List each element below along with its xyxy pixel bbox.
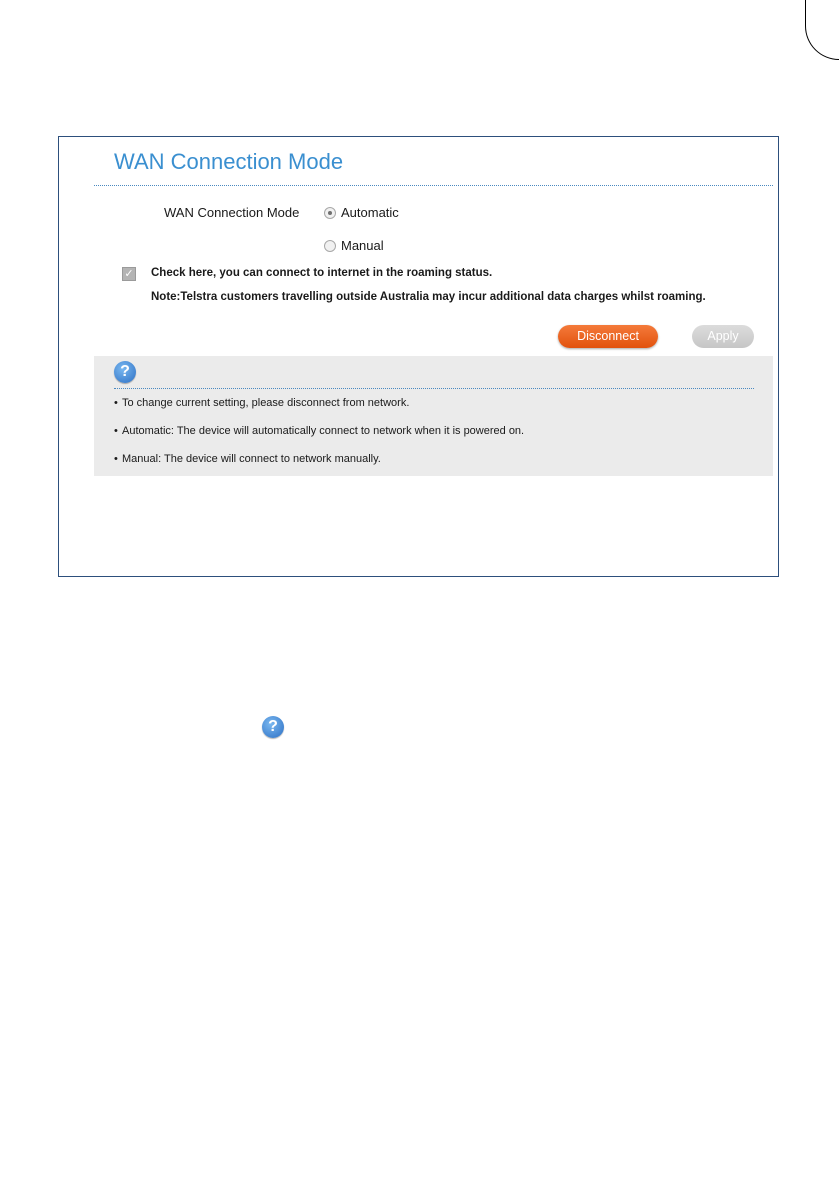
roaming-checkbox[interactable]: ✓ [122, 267, 136, 281]
radio-automatic-icon[interactable] [324, 207, 336, 219]
radio-manual-label: Manual [341, 238, 384, 253]
radio-option-manual[interactable] [324, 238, 384, 253]
question-icon: ? [262, 716, 284, 738]
roaming-label: Check here, you can connect to internet in the roaming status. [151, 267, 493, 279]
bullet-icon: • [114, 453, 118, 465]
apply-button[interactable]: Apply [692, 325, 754, 348]
help-item: • Automatic: The device will automatically connect to network when it is powered on. [114, 425, 525, 437]
radio-option-automatic[interactable] [324, 205, 399, 220]
help-item: • Manual: The device will connect to network manually. [114, 453, 381, 465]
help-item: • To change current setting, please disconnect from network. [114, 397, 410, 409]
radio-manual-icon[interactable] [324, 240, 336, 252]
roaming-note: Note:Telstra customers travelling outside Australia may incur additional data charges whilst roaming. [151, 291, 706, 303]
page-title: WAN Connection Mode [114, 149, 344, 174]
page-corner-mark [805, 0, 839, 60]
radio-automatic-label: Automatic [341, 205, 399, 220]
wan-mode-label: WAN Connection Mode [164, 205, 300, 220]
screenshot-frame [58, 136, 779, 577]
bullet-icon: • [114, 425, 118, 437]
question-icon[interactable]: ? [114, 361, 136, 383]
disconnect-button[interactable]: Disconnect [558, 325, 658, 348]
help-divider [114, 388, 754, 389]
help-list [114, 397, 524, 481]
title-divider [94, 185, 773, 186]
bullet-icon: • [114, 397, 118, 409]
help-panel [94, 356, 773, 476]
